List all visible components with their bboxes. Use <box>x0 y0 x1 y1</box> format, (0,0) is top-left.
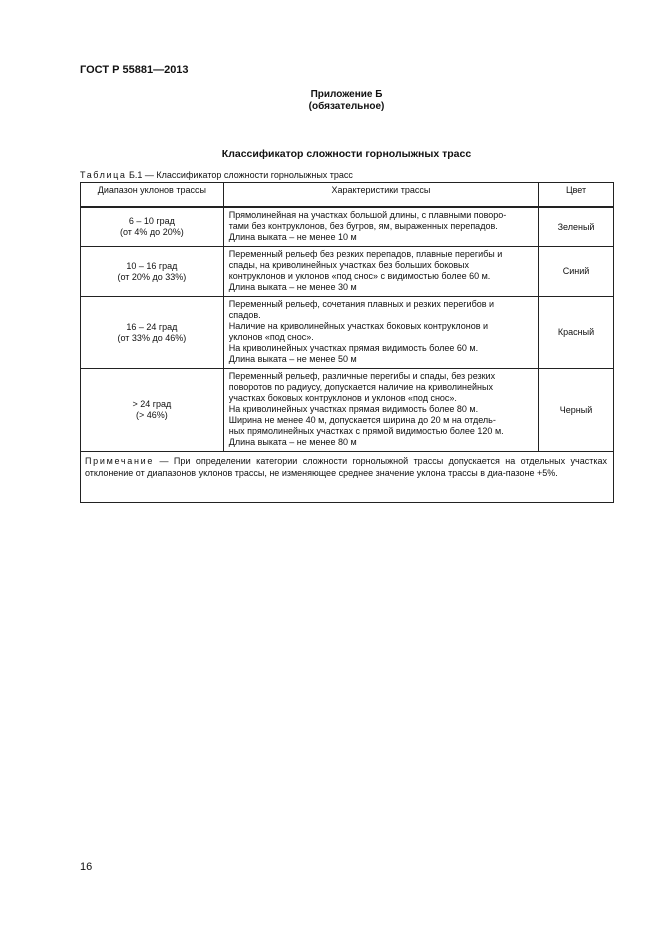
characteristics-line: ных прямолинейных участках с прямой видимостью более 120 м. <box>228 426 504 436</box>
characteristics-line: уклонов «под снос». <box>228 332 314 342</box>
characteristics-line: поворотов по радиусу, допускается наличие на криволинейных <box>228 382 493 392</box>
header-slope-range: Диапазон уклонов трассы <box>81 183 224 208</box>
standard-code: ГОСТ Р 55881—2013 <box>80 64 189 76</box>
page-number: 16 <box>80 861 93 873</box>
characteristics-line: Наличие на криволинейных участках боковых контруклонов и <box>228 321 489 331</box>
slope-range-percent: (от 20% до 33%) <box>117 271 187 282</box>
table-caption <box>80 170 353 180</box>
annex-heading <box>0 89 661 113</box>
characteristics-line: Длина выката – не менее 30 м <box>228 282 357 292</box>
note-label: Примечание <box>85 456 155 466</box>
table-row <box>81 297 614 369</box>
characteristics-line: На криволинейных участках прямая видимость более 60 м. <box>228 343 479 353</box>
characteristics-line: спады, на криволинейных участках без больших боковых <box>228 260 470 270</box>
table-note <box>81 452 614 503</box>
slope-range-degrees: 6 – 10 град <box>128 216 175 226</box>
annex-status: (обязательное) <box>308 101 385 112</box>
table-row <box>81 207 614 247</box>
slope-range-percent: (от 33% до 46%) <box>117 332 187 343</box>
color-cell: Синий <box>539 247 614 297</box>
slope-range-cell <box>81 297 224 369</box>
characteristics-cell <box>223 247 538 297</box>
characteristics-line: участках боковых контруклонов и уклонов «под снос». <box>228 393 457 403</box>
table-note-row <box>81 452 614 503</box>
table-caption-text: Б.1 — Классификатор сложности горнолыжных трасс <box>126 170 353 180</box>
characteristics-line: тами без контруклонов, без бугров, ям, выраженных перепадов. <box>228 221 498 231</box>
slope-range-degrees: 16 – 24 град <box>126 321 178 332</box>
slope-range-cell <box>81 247 224 297</box>
slope-range-percent: (от 4% до 20%) <box>120 227 184 237</box>
characteristics-line: Прямолинейная на участках большой длины, с плавными поворо- <box>228 210 507 220</box>
slope-range-percent: (> 46%) <box>135 410 168 420</box>
characteristics-line: Ширина не менее 40 м, допускается ширина до 20 м на отдель- <box>228 415 496 425</box>
characteristics-line: Длина выката – не менее 80 м <box>228 437 357 447</box>
slope-range-degrees: 10 – 16 град <box>126 260 178 271</box>
color-cell: Красный <box>539 297 614 369</box>
document-title: Классификатор сложности горнолыжных трасс <box>221 148 472 160</box>
annex-title: Приложение Б <box>310 89 383 100</box>
header-color: Цвет <box>539 183 614 208</box>
table-row <box>81 247 614 297</box>
characteristics-line: Переменный рельеф, сочетания плавных и резких перегибов и <box>228 299 495 309</box>
slope-range-cell <box>81 369 224 452</box>
characteristics-line: Переменный рельеф, различные перегибы и спады, без резких <box>228 371 496 381</box>
characteristics-line: контруклонов и уклонов «под снос» с видимостью более 60 м. <box>228 271 491 281</box>
characteristics-line: Длина выката – не менее 10 м <box>228 232 357 242</box>
characteristics-line: Длина выката – не менее 50 м <box>228 354 357 364</box>
table-row <box>81 369 614 452</box>
characteristics-cell <box>223 297 538 369</box>
slope-classification-table <box>80 182 614 503</box>
characteristics-line: Переменный рельеф без резких перепадов, плавные перегибы и <box>228 249 503 259</box>
characteristics-line: На криволинейных участках прямая видимость более 80 м. <box>228 404 479 414</box>
header-characteristics: Характеристики трассы <box>223 183 538 208</box>
color-cell: Зеленый <box>539 207 614 247</box>
table-caption-label: Таблица <box>80 170 127 180</box>
slope-range-degrees: > 24 град <box>132 399 172 409</box>
slope-range-cell <box>81 207 224 247</box>
characteristics-cell <box>223 207 538 247</box>
color-cell: Черный <box>539 369 614 452</box>
table-header-row <box>81 183 614 208</box>
characteristics-cell <box>223 369 538 452</box>
characteristics-line: спадов. <box>228 310 261 320</box>
note-text: — При определении категории сложности горнолыжной трассы допускается на отдельных участках отклонение от диапазонов уклонов трассы, не изменяющее среднее значение уклона трассы в диа-пазоне +5%. <box>85 456 607 478</box>
